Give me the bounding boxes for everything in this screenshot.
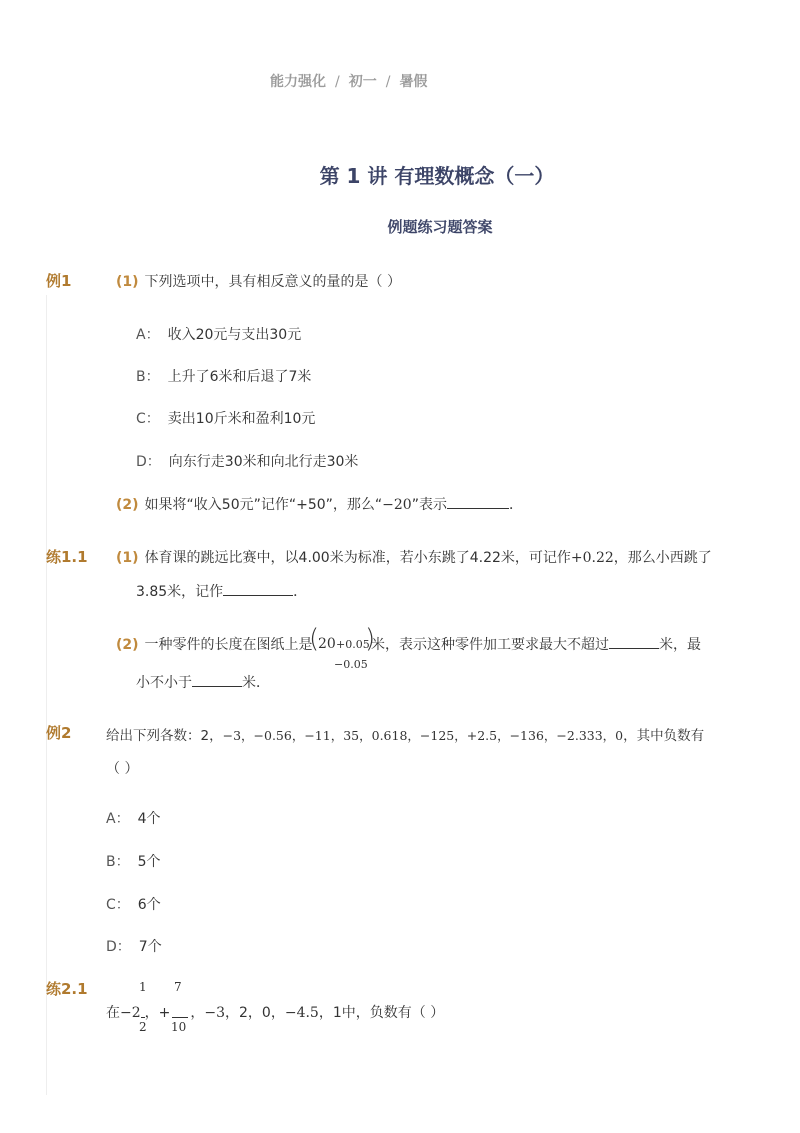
question-text: 小不小于 (136, 675, 192, 691)
option-a (106, 808, 161, 828)
option-key: B： (106, 854, 130, 870)
practice-1-1-tag: 练1.1 (46, 548, 88, 566)
option-key: B： (136, 369, 160, 385)
option-d (106, 936, 162, 956)
option-text: 卖出10斤米和盈利10元 (167, 411, 316, 427)
practice-1-1-part-1 (116, 547, 712, 567)
option-b (106, 851, 161, 871)
question-text: 3.85米，记作 (136, 584, 224, 600)
header-breadcrumb (270, 71, 427, 91)
math-value: −2 (120, 1005, 141, 1021)
question-text: ． (508, 497, 523, 513)
option-key: A： (136, 327, 160, 343)
answer-blank (609, 636, 659, 649)
question-text: ，1中，负数有（ ） (318, 1005, 445, 1021)
option-key: D： (136, 454, 161, 470)
answer-blank (223, 583, 293, 596)
option-c (136, 408, 315, 428)
example-1-tag: 例1 (46, 272, 72, 290)
math-value: −3 (204, 1005, 226, 1021)
practice-1-1-part-2 (116, 634, 313, 654)
question-text: ． (293, 584, 308, 600)
example-1-part-1 (116, 271, 401, 291)
question-text: ，+ (144, 1005, 171, 1021)
fraction-bar (172, 1008, 188, 1018)
brand-part-3: 暑假 (399, 74, 428, 90)
option-text: 7个 (138, 939, 162, 955)
breadcrumb-separator: / (335, 74, 340, 90)
question-text: 一种零件的长度在图纸上是 (144, 637, 313, 653)
math-value: +0.22 (570, 550, 614, 566)
brand-part-1: 能力强化 (270, 74, 326, 90)
page-subtitle: 例题练习题答案 (387, 218, 493, 236)
math-value: −20 (382, 497, 412, 513)
option-text: 收入20元与支出30元 (167, 327, 302, 343)
answer-blank (192, 674, 242, 687)
left-paren: ( (309, 624, 320, 654)
option-b (136, 366, 311, 386)
question-text: 给出下列各数：2， (106, 728, 223, 744)
breadcrumb-separator: / (385, 74, 391, 90)
option-d (136, 451, 358, 471)
option-text: 5个 (137, 854, 161, 870)
example-2-tag: 例2 (46, 724, 72, 742)
question-text: ，其中负数有 (623, 728, 705, 744)
answer-blank (447, 496, 509, 509)
practice-2-1-tag: 练2.1 (46, 980, 88, 998)
example-2-question (106, 724, 704, 744)
fraction-1-numerator: 1 (139, 980, 147, 994)
part-number: (1) (116, 550, 139, 566)
question-text: 米，表示这种零件加工要求最大不超过 (371, 637, 609, 653)
tolerance-base: 20 (318, 636, 336, 652)
practice-1-1-part-2-continued (371, 634, 701, 654)
example-1-part-2 (116, 494, 523, 514)
question-text: ”表示 (411, 497, 447, 513)
question-text: ，2，0， (225, 1005, 285, 1021)
left-divider (46, 295, 47, 1095)
math-value: −4.5 (284, 1005, 319, 1021)
option-c (106, 894, 161, 914)
tolerance-expression (309, 624, 376, 671)
practice-1-1-part-1-line-2 (136, 581, 307, 601)
fraction-1-denominator: 2 (139, 1020, 147, 1034)
question-text: ， (190, 1005, 205, 1021)
fraction-2-denominator: 10 (171, 1020, 187, 1034)
question-text: 米，最 (659, 637, 701, 653)
question-text: 下列选项中，具有相反意义的量的是（ ） (144, 274, 401, 290)
fraction-2-numerator: 7 (174, 980, 182, 994)
right-paren: ) (365, 624, 376, 654)
number-list: −3，−0.56，−11，35，0.618，−125，+2.5，−136，−2.333，0 (222, 728, 624, 743)
option-key: A： (106, 811, 130, 827)
tolerance-lower: −0.05 (334, 658, 368, 671)
option-key: C： (136, 411, 160, 427)
page-title: 第 1 讲 有理数概念（一） (319, 164, 555, 188)
option-text: 6个 (137, 897, 161, 913)
question-text: 体育课的跳远比赛中，以4.00米为标准，若小东跳了4.22米，可记作 (144, 550, 571, 566)
option-key: C： (106, 897, 130, 913)
option-text: 4个 (137, 811, 161, 827)
option-key: D： (106, 939, 131, 955)
question-text: ，那么小西跳了 (613, 550, 712, 566)
tolerance-upper: +0.05 (336, 638, 370, 651)
brand-part-2: 初一 (348, 74, 377, 90)
option-a (136, 324, 301, 344)
part-number: (1) (116, 274, 139, 290)
part-number: (2) (116, 497, 139, 513)
question-text: 米． (242, 675, 270, 691)
practice-1-1-part-2-line-2 (136, 672, 270, 692)
option-text: 上升了6米和后退了7米 (167, 369, 312, 385)
option-text: 向东行走30米和向北行走30米 (168, 454, 359, 470)
part-number: (2) (116, 637, 139, 653)
example-2-answer-paren: （ ） (106, 761, 139, 777)
question-text: 在 (106, 1005, 120, 1021)
question-text: 如果将“收入50元”记作“+50”，那么“ (144, 497, 383, 513)
practice-2-1-question (106, 1002, 444, 1022)
